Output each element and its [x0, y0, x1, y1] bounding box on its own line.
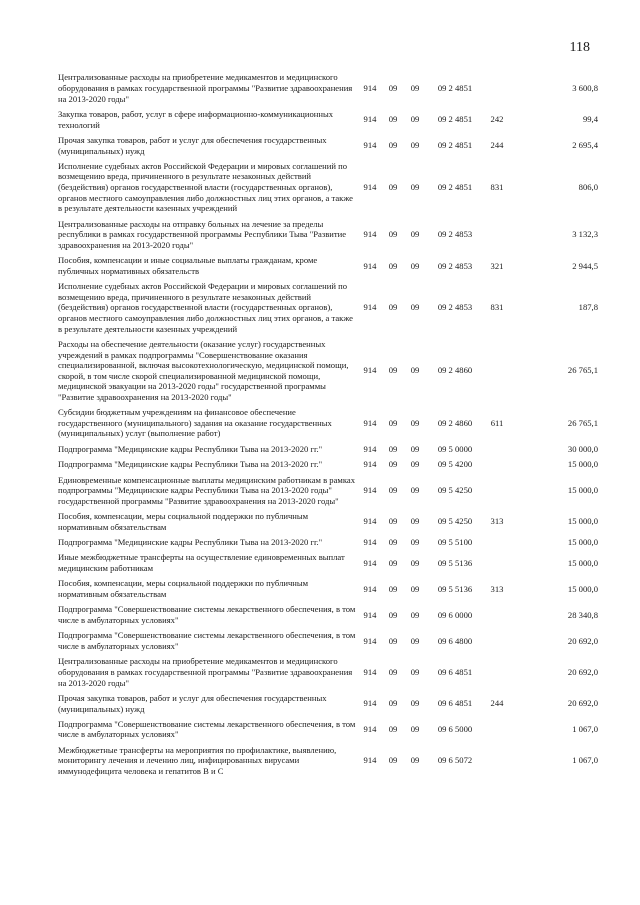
amount: 3 132,3 [572, 229, 598, 240]
ministry-code: 914 [363, 417, 377, 428]
expense-type-code [484, 628, 510, 654]
row-description: Пособия, компенсации и иные социальные выплаты гражданам, кроме публичных нормативных обязательств [58, 255, 318, 276]
subsection-code: 09 [410, 537, 420, 548]
subsection-code: 09 [410, 755, 420, 766]
section-code: 09 [388, 557, 398, 568]
subsection-code: 09 [410, 140, 420, 151]
target-article-code: 09 6 0000 [437, 609, 473, 620]
amount: 15 000,0 [567, 583, 598, 594]
subsection-code: 09 [410, 417, 420, 428]
target-article-code: 09 5 4250 [437, 516, 473, 527]
expense-type-code [484, 441, 510, 456]
section-code: 09 [388, 635, 398, 646]
amount: 15 000,0 [567, 516, 598, 527]
expense-type-code: 313 [490, 516, 504, 527]
amount: 99,4 [582, 114, 598, 125]
target-article-code: 09 2 4851 [437, 140, 473, 151]
subsection-code: 09 [410, 698, 420, 709]
section-code: 09 [388, 302, 398, 313]
section-code: 09 [388, 537, 398, 548]
amount: 26 765,1 [567, 417, 598, 428]
row-description: Подпрограмма "Медицинские кадры Республики Тыва на 2013-2020 гг." [58, 537, 323, 548]
table-row [58, 441, 598, 456]
section-code: 09 [388, 417, 398, 428]
table-row [58, 628, 598, 654]
subsection-code: 09 [410, 443, 420, 454]
table-row [58, 576, 598, 602]
subsection-code: 09 [410, 635, 420, 646]
subsection-code: 09 [410, 485, 420, 496]
row-description: Субсидии бюджетным учреждениям на финансовое обеспечение государственного (муниципального) задания на оказание государственных (муниципальных) услуг (выполнение работ) [58, 407, 332, 439]
section-code: 09 [388, 755, 398, 766]
section-code: 09 [388, 443, 398, 454]
target-article-code: 09 6 4851 [437, 666, 473, 677]
ministry-code: 914 [363, 485, 377, 496]
amount: 30 000,0 [567, 443, 598, 454]
section-code: 09 [388, 82, 398, 93]
subsection-code: 09 [410, 459, 420, 470]
row-description: Централизованные расходы на отправку больных на лечение за пределы республики в рамках государственной программы Республики Тыва "Развитие здравоохранения на 2013-2020 годы" [58, 218, 347, 250]
target-article-code: 09 2 4860 [437, 417, 473, 428]
ministry-code: 914 [363, 755, 377, 766]
amount: 3 600,8 [572, 82, 598, 93]
table-row [58, 216, 598, 253]
subsection-code: 09 [410, 609, 420, 620]
budget-table [58, 70, 598, 779]
amount: 20 692,0 [567, 666, 598, 677]
ministry-code: 914 [363, 140, 377, 151]
table-row [58, 602, 598, 628]
ministry-code: 914 [363, 182, 377, 193]
table-row [58, 654, 598, 691]
expense-type-code: 244 [490, 698, 504, 709]
row-description: Прочая закупка товаров, работ и услуг для обеспечения государственных (муниципальных) нужд [58, 134, 327, 156]
table-row [58, 107, 598, 133]
ministry-code: 914 [363, 260, 377, 271]
ministry-code: 914 [363, 302, 377, 313]
target-article-code: 09 5 5100 [437, 537, 473, 548]
amount: 15 000,0 [567, 557, 598, 568]
ministry-code: 914 [363, 698, 377, 709]
target-article-code: 09 5 5136 [437, 557, 473, 568]
section-code: 09 [388, 583, 398, 594]
ministry-code: 914 [363, 365, 377, 376]
ministry-code: 914 [363, 516, 377, 527]
row-description: Пособия, компенсации, меры социальной поддержки по публичным нормативным обязательствам [58, 511, 309, 532]
row-description: Исполнение судебных актов Российской Федерации и мировых соглашений по возмещению вреда, причиненного в результате незаконных действий (бездействия) органов государственной власти (государственных органов), органов местного самоуправления либо должностных лиц этих органов, а также в результате деятельности казенных учреждений [58, 160, 353, 214]
table-row [58, 535, 598, 550]
ministry-code: 914 [363, 557, 377, 568]
expense-type-code [484, 535, 510, 550]
subsection-code: 09 [410, 666, 420, 677]
ministry-code: 914 [363, 666, 377, 677]
ministry-code: 914 [363, 82, 377, 93]
expense-type-code [484, 654, 510, 691]
row-description: Иные межбюджетные трансферты на осуществление единовременных выплат медицинским работникам [58, 552, 345, 574]
amount: 1 067,0 [572, 724, 598, 735]
expense-type-code [484, 602, 510, 628]
amount: 1 067,0 [572, 755, 598, 766]
page-number: 118 [569, 40, 590, 55]
target-article-code: 09 5 4200 [437, 459, 473, 470]
section-code: 09 [388, 182, 398, 193]
row-description: Закупка товаров, работ, услуг в сфере информационно-коммуникационных технологий [58, 108, 334, 130]
expense-type-code [484, 742, 510, 779]
expense-type-code [484, 216, 510, 253]
amount: 806,0 [578, 182, 598, 193]
target-article-code: 09 2 4853 [437, 260, 473, 271]
row-description: Подпрограмма "Совершенствование системы лекарственного обеспечения, в том числе в амбулаторных условиях" [58, 604, 356, 626]
amount: 15 000,0 [567, 459, 598, 470]
amount: 15 000,0 [567, 537, 598, 548]
amount: 20 692,0 [567, 635, 598, 646]
expense-type-code: 321 [490, 260, 504, 271]
table-row [58, 717, 598, 743]
table-row [58, 70, 598, 107]
row-description: Централизованные расходы на приобретение медикаментов и медицинского оборудования в рамках государственной программы "Развитие здравоохранения на 2013-2020 годы" [58, 72, 353, 104]
row-description: Единовременные компенсационные выплаты медицинским работникам в рамках подпрограммы "Медицинские кадры Республики Тыва на 2013-2020 годы" государственной программы "Развитие здравоохранения на 2013-2020 годы" [58, 474, 356, 506]
section-code: 09 [388, 140, 398, 151]
row-description: Подпрограмма "Совершенствование системы лекарственного обеспечения, в том числе в амбулаторных условиях" [58, 630, 356, 651]
target-article-code: 09 5 5136 [437, 583, 473, 594]
row-description: Централизованные расходы на приобретение медикаментов и медицинского оборудования в рамках государственной программы "Развитие здравоохранения на 2013-2020 годы" [58, 656, 353, 688]
table-row [58, 279, 598, 337]
table-row [58, 159, 598, 217]
section-code: 09 [388, 609, 398, 620]
row-description: Межбюджетные трансферты на мероприятия по профилактике, выявлению, мониторингу лечения и лечению лиц, инфицированных вирусами иммунодефицита человека и гепатитов В и С [58, 744, 337, 777]
target-article-code: 09 2 4851 [437, 82, 473, 93]
amount: 15 000,0 [567, 485, 598, 496]
row-description: Подпрограмма "Совершенствование системы лекарственного обеспечения, в том числе в амбулаторных условиях" [58, 718, 356, 740]
amount: 20 692,0 [567, 698, 598, 709]
expense-type-code [484, 337, 510, 405]
target-article-code: 09 2 4853 [437, 302, 473, 313]
ministry-code: 914 [363, 635, 377, 646]
amount: 2 944,5 [572, 260, 598, 271]
table-row [58, 472, 598, 509]
subsection-code: 09 [410, 583, 420, 594]
ministry-code: 914 [363, 583, 377, 594]
expense-type-code: 831 [490, 302, 504, 313]
table-row [58, 405, 598, 442]
target-article-code: 09 6 4800 [437, 635, 473, 646]
table-row [58, 337, 598, 405]
subsection-code: 09 [410, 557, 420, 568]
table-row [58, 509, 598, 535]
subsection-code: 09 [410, 724, 420, 735]
section-code: 09 [388, 666, 398, 677]
subsection-code: 09 [410, 82, 420, 93]
row-description: Исполнение судебных актов Российской Федерации и мировых соглашений по возмещению вреда, причиненного в результате незаконных действий (бездействия) органов государственной власти (государственных органов), органов местного самоуправления либо должностных лиц этих органов, а также в результате деятельности казенных учреждений [58, 281, 353, 334]
table-row [58, 550, 598, 576]
target-article-code: 09 6 4851 [437, 698, 473, 709]
target-article-code: 09 5 4250 [437, 485, 473, 496]
ministry-code: 914 [363, 229, 377, 240]
table-row [58, 253, 598, 279]
amount: 26 765,1 [567, 365, 598, 376]
target-article-code: 09 6 5072 [437, 755, 473, 766]
subsection-code: 09 [410, 114, 420, 125]
row-description: Расходы на обеспечение деятельности (оказание услуг) государственных учреждений в рамках подпрограммы "Совершенствование оказания специализированной, включая высокотехнологическую, медицинской помощи, скорой, в том числе скорой специализированной медицинской помощи, медицинской эвакуации на 2013-2020 годы" государственной программы "Развитие здравоохранения на 2013-2020 годы" [58, 338, 349, 402]
section-code: 09 [388, 516, 398, 527]
budget-table-body [58, 70, 598, 779]
expense-type-code [484, 717, 510, 743]
target-article-code: 09 2 4860 [437, 365, 473, 376]
table-row [58, 133, 598, 159]
ministry-code: 914 [363, 724, 377, 735]
row-description: Пособия, компенсации, меры социальной поддержки по публичным нормативным обязательствам [58, 578, 309, 600]
row-description: Подпрограмма "Медицинские кадры Республики Тыва на 2013-2020 гг." [58, 443, 323, 454]
section-code: 09 [388, 365, 398, 376]
ministry-code: 914 [363, 459, 377, 470]
table-row [58, 742, 598, 779]
amount: 28 340,8 [567, 609, 598, 620]
subsection-code: 09 [410, 182, 420, 193]
row-description: Прочая закупка товаров, работ и услуг для обеспечения государственных (муниципальных) нужд [58, 692, 327, 714]
target-article-code: 09 2 4853 [437, 229, 473, 240]
ministry-code: 914 [363, 537, 377, 548]
section-code: 09 [388, 260, 398, 271]
expense-type-code: 831 [490, 182, 504, 193]
section-code: 09 [388, 698, 398, 709]
subsection-code: 09 [410, 302, 420, 313]
target-article-code: 09 2 4851 [437, 182, 473, 193]
subsection-code: 09 [410, 229, 420, 240]
ministry-code: 914 [363, 114, 377, 125]
subsection-code: 09 [410, 365, 420, 376]
section-code: 09 [388, 485, 398, 496]
expense-type-code [484, 550, 510, 576]
target-article-code: 09 5 0000 [437, 443, 473, 454]
table-row [58, 691, 598, 717]
expense-type-code: 611 [490, 417, 504, 428]
ministry-code: 914 [363, 609, 377, 620]
table-row [58, 457, 598, 472]
amount: 2 695,4 [572, 140, 598, 151]
amount: 187,8 [578, 302, 598, 313]
section-code: 09 [388, 229, 398, 240]
expense-type-code: 244 [490, 140, 504, 151]
row-description: Подпрограмма "Медицинские кадры Республики Тыва на 2013-2020 гг." [58, 459, 323, 470]
target-article-code: 09 2 4851 [437, 114, 473, 125]
subsection-code: 09 [410, 516, 420, 527]
ministry-code: 914 [363, 443, 377, 454]
expense-type-code [484, 70, 510, 107]
subsection-code: 09 [410, 260, 420, 271]
section-code: 09 [388, 459, 398, 470]
expense-type-code [484, 472, 510, 509]
section-code: 09 [388, 724, 398, 735]
section-code: 09 [388, 114, 398, 125]
expense-type-code: 242 [490, 114, 504, 125]
expense-type-code [484, 457, 510, 472]
target-article-code: 09 6 5000 [437, 724, 473, 735]
expense-type-code: 313 [490, 583, 504, 594]
